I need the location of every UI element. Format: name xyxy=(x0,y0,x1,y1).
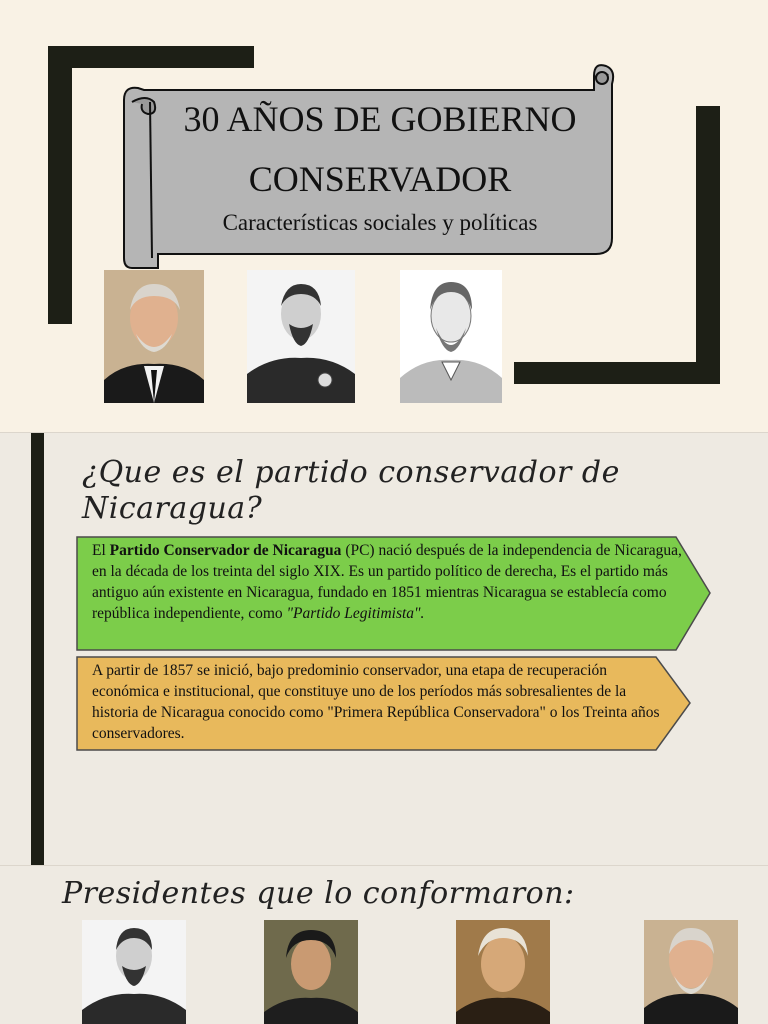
green-box-prefix: El xyxy=(92,542,110,559)
presidents-slide xyxy=(0,866,768,1024)
portrait-1 xyxy=(104,270,204,403)
president-portrait-3 xyxy=(456,920,550,1024)
president-portrait-2 xyxy=(264,920,358,1024)
green-arrow-box xyxy=(76,536,712,651)
orange-arrow-box xyxy=(76,656,692,751)
title-line-2: CONSERVADOR xyxy=(248,159,512,199)
top-left-bracket-vertical xyxy=(48,46,72,324)
president-portrait-1 xyxy=(82,920,186,1024)
subtitle: Características sociales y políticas xyxy=(222,210,538,235)
portrait-2 xyxy=(247,270,355,403)
president-portrait-4 xyxy=(644,920,738,1024)
left-accent-bar xyxy=(31,433,44,865)
bottom-right-bracket-horizontal xyxy=(514,362,720,384)
content-slide xyxy=(0,433,768,865)
title-line-1: 30 AÑOS DE GOBIERNO xyxy=(183,99,577,139)
green-box-text xyxy=(92,540,682,624)
heading-line-1: ¿Que es el partido conservador de xyxy=(82,455,620,490)
orange-box-text: A partir de 1857 se inició, bajo predominio conservador, una etapa de recuperación económica e institucional, que constituye uno de los períodos más sobresalientes de la historia de Nicaragua conocido como "Primera República Conservadora" o los Treinta años conservadores. xyxy=(92,662,660,742)
heading-line-2: Nicaragua? xyxy=(82,491,263,526)
party-name-bold: Partido Conservador de Nicaragua xyxy=(109,542,342,559)
portrait-3 xyxy=(400,270,502,403)
title-slide xyxy=(0,0,768,432)
bottom-right-bracket-vertical xyxy=(696,106,720,384)
legitimista-italic: "Partido Legitimista". xyxy=(286,605,425,622)
presidents-heading: Presidentes que lo conformaron: xyxy=(62,876,575,911)
green-box-body: (PC) nació después de la independencia de Nicaragua, en la década de los treinta del siglo XIX. Es un partido político de derecha, Es el partido más antiguo aún existente en Nicaragua, fundado en 1851 mientras Nicaragua se establecía como república independiente, como xyxy=(92,542,682,622)
